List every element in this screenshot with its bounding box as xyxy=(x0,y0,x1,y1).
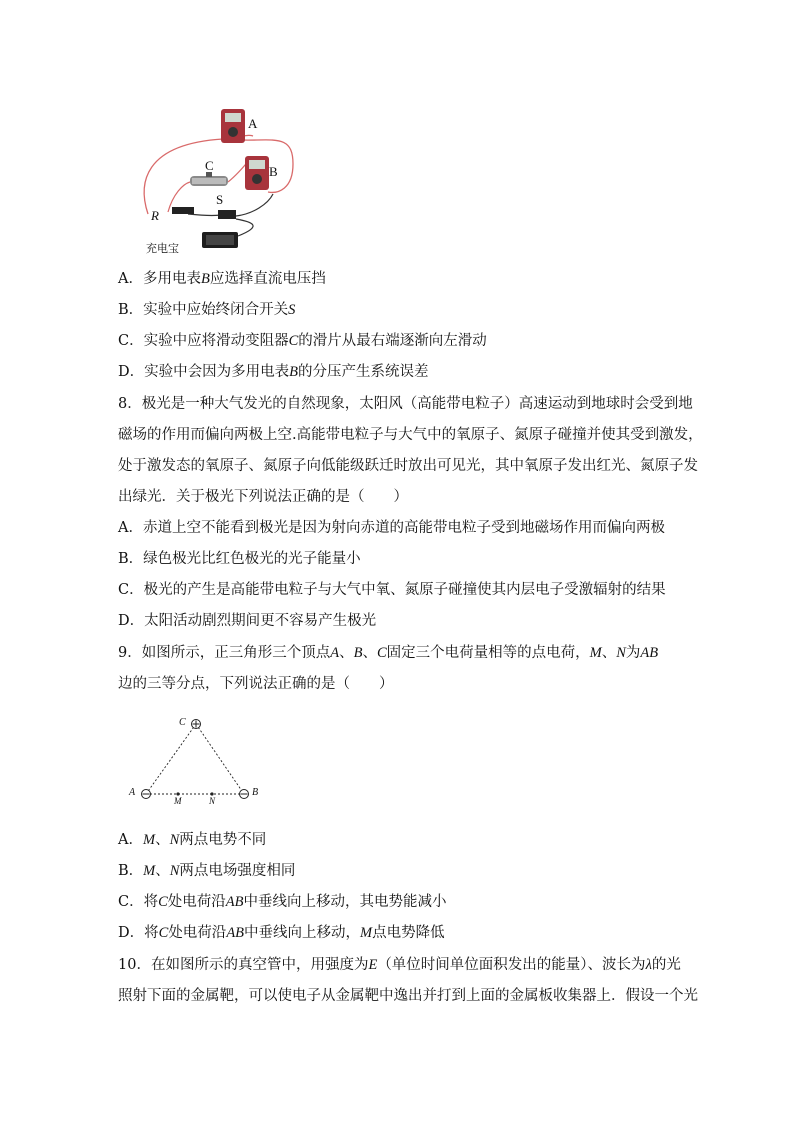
fig-label-c: C xyxy=(179,717,186,728)
meter-b xyxy=(245,156,269,190)
switch-s xyxy=(218,210,236,219)
fig-label-m: M xyxy=(174,796,182,806)
q8-stem-line1: 8．极光是一种大气发光的自然现象，太阳风（高能带电粒子）高速运动到地球时会受到地 xyxy=(118,396,693,412)
figure1-label-r: R xyxy=(151,208,159,223)
rheostat-c xyxy=(190,172,228,186)
q8-stem-line3: 处于激发态的氧原子、氮原子向低能级跃迁时放出可见光，其中氧原子发出红光、氮原子发 xyxy=(118,458,698,474)
figure1-label-s: S xyxy=(216,192,224,207)
charge-b-negative-icon xyxy=(240,790,249,799)
triangle-charge-figure xyxy=(120,712,270,812)
q10-stem-line2: 照射下面的金属靶，可以使电子从金属靶中逸出并打到上面的金属板收集器上．假设一个光 xyxy=(118,988,698,1004)
q9-option-c: C．将C处电荷沿AB中垂线向上移动，其电势能减小 xyxy=(118,894,447,910)
q9-option-b: B．M、N两点电场强度相同 xyxy=(118,863,296,879)
q9-stem-line1: 9．如图所示，正三角形三个顶点A、B、C固定三个电荷量相等的点电荷，M、N为AB xyxy=(118,645,659,661)
figure1-label-b: B xyxy=(269,164,278,179)
charge-a-negative-icon xyxy=(142,790,151,799)
q9-option-a: A．M、N两点电势不同 xyxy=(118,832,267,848)
resistor-r xyxy=(172,207,194,214)
q8-option-d: D．太阳活动剧烈期间更不容易产生极光 xyxy=(118,613,377,629)
fig-label-b: B xyxy=(252,787,259,798)
fig-label-a: A xyxy=(129,787,136,798)
fig-label-n: N xyxy=(209,796,216,806)
figure1-label-c: C xyxy=(205,158,214,173)
charge-c-positive-icon xyxy=(192,720,201,729)
q8-stem-line4: 出绿光．关于极光下列说法正确的是（ ） xyxy=(118,489,408,505)
q9-option-d: D．将C处电荷沿AB中垂线向上移动，M点电势降低 xyxy=(118,925,445,941)
q7-option-d: D．实验中会因为多用电表B的分压产生系统误差 xyxy=(118,364,429,380)
q9-stem-line2: 边的三等分点，下列说法正确的是（ ） xyxy=(118,676,394,692)
q7-option-a: A．多用电表B应选择直流电压挡 xyxy=(118,271,326,287)
q8-stem-line2: 磁场的作用而偏向两极上空.高能带电粒子与大气中的氧原子、氮原子碰撞并使其受到激发， xyxy=(118,427,703,443)
circuit-photo-figure xyxy=(128,104,308,254)
q8-option-b: B．绿色极光比红色极光的光子能量小 xyxy=(118,551,361,567)
q7-option-c: C．实验中应将滑动变阻器C的滑片从最右端逐渐向左滑动 xyxy=(118,333,487,349)
q7-option-b: B．实验中应始终闭合开关S xyxy=(118,302,296,318)
q10-stem-line1: 10．在如图所示的真空管中，用强度为E（单位时间单位面积发出的能量）、波长为λ的光 xyxy=(118,957,681,973)
meter-a xyxy=(221,109,245,143)
q8-option-c: C．极光的产生是高能带电粒子与大气中氧、氮原子碰撞使其内层电子受激辐射的结果 xyxy=(118,582,666,598)
figure1-label-a: A xyxy=(248,116,258,131)
q8-option-a: A．赤道上空不能看到极光是因为射向赤道的高能带电粒子受到地磁场作用而偏向两极 xyxy=(118,520,665,536)
figure1-label-powerbank: 充电宝 xyxy=(146,242,179,255)
